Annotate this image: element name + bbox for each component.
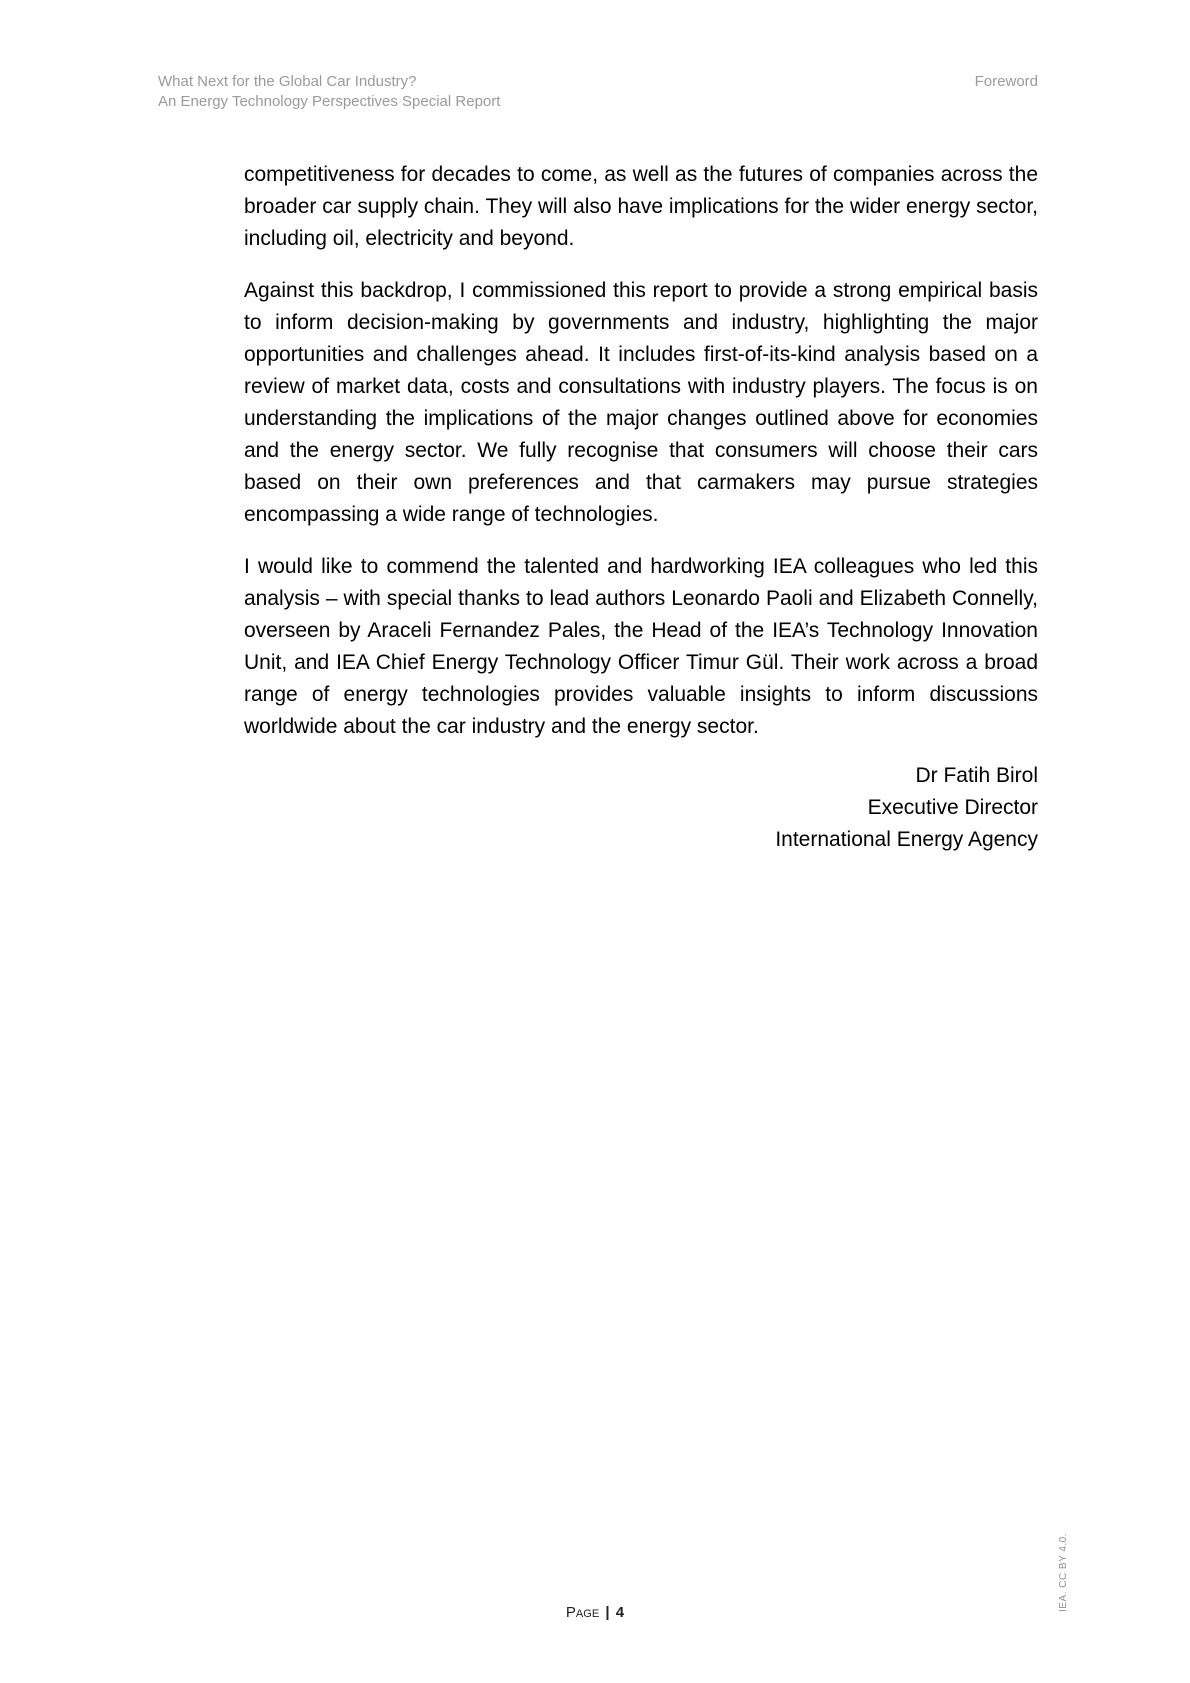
report-subtitle: An Energy Technology Perspectives Special Report — [158, 93, 501, 110]
signatory-organization: International Energy Agency — [775, 828, 1038, 851]
paragraph: competitiveness for decades to come, as well as the futures of companies across the broader car supply chain. They will also have implications for the wider energy sector, including oil, electricity and beyond. — [244, 163, 1038, 250]
signatory-role: Executive Director — [867, 796, 1038, 819]
running-header-section: Foreword — [974, 73, 1038, 90]
paragraph: I would like to commend the talented and hardworking IEA colleagues who led this analysis – with special thanks to lead authors Leonardo Paoli and Elizabeth Connelly, overseen by Araceli Fernandez Pales, the Head of the IEA’s Technology Innovation Unit, and IEA Chief Energy Technology Officer Timur Gül. Their work across a broad range of energy technologies provides valuable insights to inform discussions worldwide about the car industry and the energy sector. — [244, 555, 1038, 738]
page-footer — [0, 1603, 1190, 1623]
report-title: What Next for the Global Car Industry? — [158, 73, 417, 90]
page-number: 4 — [615, 1604, 625, 1621]
paragraph: Against this backdrop, I commissioned this report to provide a strong empirical basis to inform decision-making by governments and industry, highlighting the major opportunities and challenges ahead. It includes first-of-its-kind analysis based on a review of market data, costs and consultations with industry players. The focus is on understanding the implications of the major changes outlined above for economies and the energy sector. We fully recognise that consumers will choose their cars based on their own preferences and that carmakers may pursue strategies encompassing a wide range of technologies. — [244, 279, 1038, 526]
license-notice: IEA. CC BY 4.0. — [1058, 1532, 1069, 1612]
foreword-body — [244, 159, 1038, 763]
signature-block — [775, 760, 1038, 856]
running-header-title — [158, 72, 500, 112]
signatory-name: Dr Fatih Birol — [915, 764, 1038, 787]
page-separator: | — [605, 1604, 610, 1621]
page-label: Page — [565, 1604, 600, 1621]
